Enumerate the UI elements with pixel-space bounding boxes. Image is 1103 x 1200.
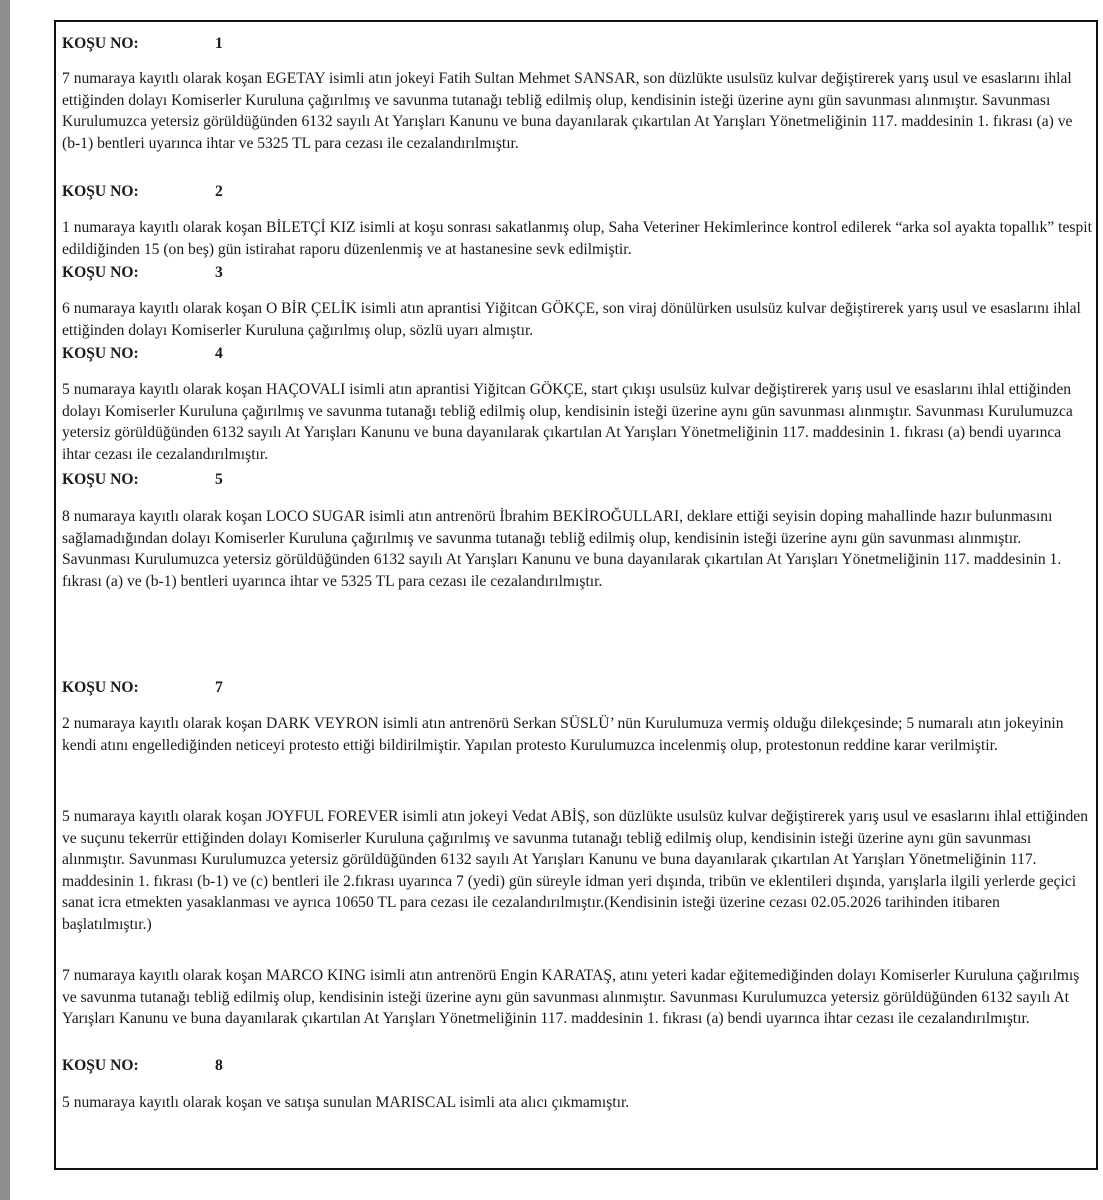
race-7-paragraph-2: 5 numaraya kayıtlı olarak koşan JOYFUL FOREVER isimli atın jokeyi Vedat ABİŞ, son düzlükte usulsüz kulvar değiştirerek yarış usul ve esaslarını ihlal ettiğinden ve suçunu tekerrür ettiğinden dolayı Komiserler Kuruluna çağırılmış ve savunma tutanağı tebliğ edilmiş olup, kendisinin isteği üzerine aynı gün savunması alınmıştır. Savunması Kurulumuzca yetersiz görüldüğünden 6132 sayılı At Yarışları Kanunu ve buna dayanılarak çıkartılan At Yarışları Yönetmeliğinin 117. maddesinin 1. fıkrası (b-1) ve (c) bentleri ile 2.fıkrası uyarınca 7 (yedi) gün süreyle idman yeri dışında, tribün ve eklentileri dışında, yarışlarla ilgili yerlerde geçici sanat icra etmekten yasaklanması ve ayrıca 10650 TL para cezası ile cezalandırılmıştır.(Kendisinin isteği üzerine cezası 02.05.2026 tarihinden itibaren başlatılmıştır.) <box>62 808 1088 933</box>
race-7-paragraph-3: 7 numaraya kayıtlı olarak koşan MARCO KING isimli atın antrenörü Engin KARATAŞ, atını yeteri kadar eğitemediğinden dolayı Komiserler Kuruluna çağırılmış ve savunma tutanağı tebliğ edilmiş olup, kendisinin isteği üzerine aynı gün savunması alınmıştır. Savunması Kurulumuzca yetersiz görüldüğünden 6132 sayılı At Yarışları Kanunu ve buna dayanılarak çıkartılan At Yarışları Yönetmeliğinin 117. maddesinin 1. fıkrası (a) bendi uyarınca ihtar cezası ile cezalandırılmıştır. <box>62 967 1080 1028</box>
race-1-number: 1 <box>215 35 223 52</box>
race-7-label: KOŞU NO: <box>62 679 139 696</box>
race-5-paragraph: 8 numaraya kayıtlı olarak koşan LOCO SUGAR isimli atın antrenörü İbrahim BEKİROĞULLARI, deklare ettiği seyisin doping mahallinde hazır bulunmasını sağlamadığından dolayı Komiserler Kuruluna çağırılmış ve savunma tutanağı tebliğ edilmiş olup, kendisinin isteği üzerine aynı gün savunması alınmıştır. Savunması Kurulumuzca yetersiz görüldüğünden 6132 sayılı At Yarışları Kanunu ve buna dayanılarak çıkartılan At Yarışları Yönetmeliğinin 117. maddesinin 1. fıkrası (a) ve (b-1) bentleri uyarınca ihtar ve 5325 TL para cezası ile cezalandırılmıştır. <box>62 508 1062 590</box>
race-8-label: KOŞU NO: <box>62 1057 139 1074</box>
race-7-number: 7 <box>215 679 223 696</box>
race-2-label: KOŞU NO: <box>62 183 139 200</box>
race-5-number: 5 <box>215 471 223 488</box>
race-1-label: KOŞU NO: <box>62 35 139 52</box>
race-1-paragraph: 7 numaraya kayıtlı olarak koşan EGETAY isimli atın jokeyi Fatih Sultan Mehmet SANSAR, son düzlükte usulsüz kulvar değiştirerek yarış usul ve esaslarını ihlal ettiğinden dolayı Komiserler Kuruluna çağırılmış ve savunma tutanağı tebliğ edilmiş olup, kendisinin isteği üzerine aynı gün savunması alınmıştır. Savunması Kurulumuzca yetersiz görüldüğünden 6132 sayılı At Yarışları Kanunu ve buna dayanılarak çıkartılan At Yarışları Yönetmeliğinin 117. maddesinin 1. fıkrası (a) ve (b-1) bentleri uyarınca ihtar ve 5325 TL para cezası ile cezalandırılmıştır. <box>62 70 1073 152</box>
race-8-number: 8 <box>215 1057 223 1074</box>
race-7-paragraph-1: 2 numaraya kayıtlı olarak koşan DARK VEYRON isimli atın antrenörü Serkan SÜSLÜ’ nün Kurulumuza vermiş olduğu dilekçesinde; 5 numaralı atın jokeyinin kendi atını engellediğinden neticeyi protesto ettiği bildirilmiştir. Yapılan protesto Kurulumuzca incelenmiş olup, protestonun reddine karar verilmiştir. <box>62 715 1064 754</box>
race-4-paragraph: 5 numaraya kayıtlı olarak koşan HAÇOVALI isimli atın aprantisi Yiğitcan GÖKÇE, start çıkışı usulsüz kulvar değiştirerek yarış usul ve esaslarını ihlal ettiğinden dolayı Komiserler Kuruluna çağırılmış ve savunma tutanağı tebliğ edilmiş olup, kendisinin isteği üzerine aynı gün savunması alınmıştır. Savunması Kurulumuzca yetersiz görüldüğünden 6132 sayılı At Yarışları Kanunu ve buna dayanılarak çıkartılan At Yarışları Yönetmeliğinin 117. maddesinin 1. fıkrası (a) bendi uyarınca ihtar cezası ile cezalandırılmıştır. <box>62 381 1073 463</box>
race-4-label: KOŞU NO: <box>62 345 139 362</box>
race-4-number: 4 <box>215 345 223 362</box>
race-2-number: 2 <box>215 183 223 200</box>
race-5-label: KOŞU NO: <box>62 471 139 488</box>
race-3-number: 3 <box>215 264 223 281</box>
race-2-paragraph: 1 numaraya kayıtlı olarak koşan BİLETÇİ KIZ isimli at koşu sonrası sakatlanmış olup, Saha Veteriner Hekimlerince kontrol edilerek “arka sol ayakta topallık” tespit edildiğinden 15 (on beş) gün istirahat raporu düzenlenmiş ve at hastanesine sevk edilmiştir. <box>62 219 1092 258</box>
race-3-paragraph: 6 numaraya kayıtlı olarak koşan O BİR ÇELİK isimli atın aprantisi Yiğitcan GÖKÇE, son viraj dönülürken usulsüz kulvar değiştirerek yarış usul ve esaslarını ihlal ettiğinden dolayı Komiserler Kuruluna çağırılmış olup, sözlü uyarı almıştır. <box>62 300 1081 339</box>
race-3-label: KOŞU NO: <box>62 264 139 281</box>
page-edge-strip <box>0 0 10 1200</box>
race-8-paragraph: 5 numaraya kayıtlı olarak koşan ve satışa sunulan MARISCAL isimli ata alıcı çıkmamıştır. <box>62 1094 630 1111</box>
